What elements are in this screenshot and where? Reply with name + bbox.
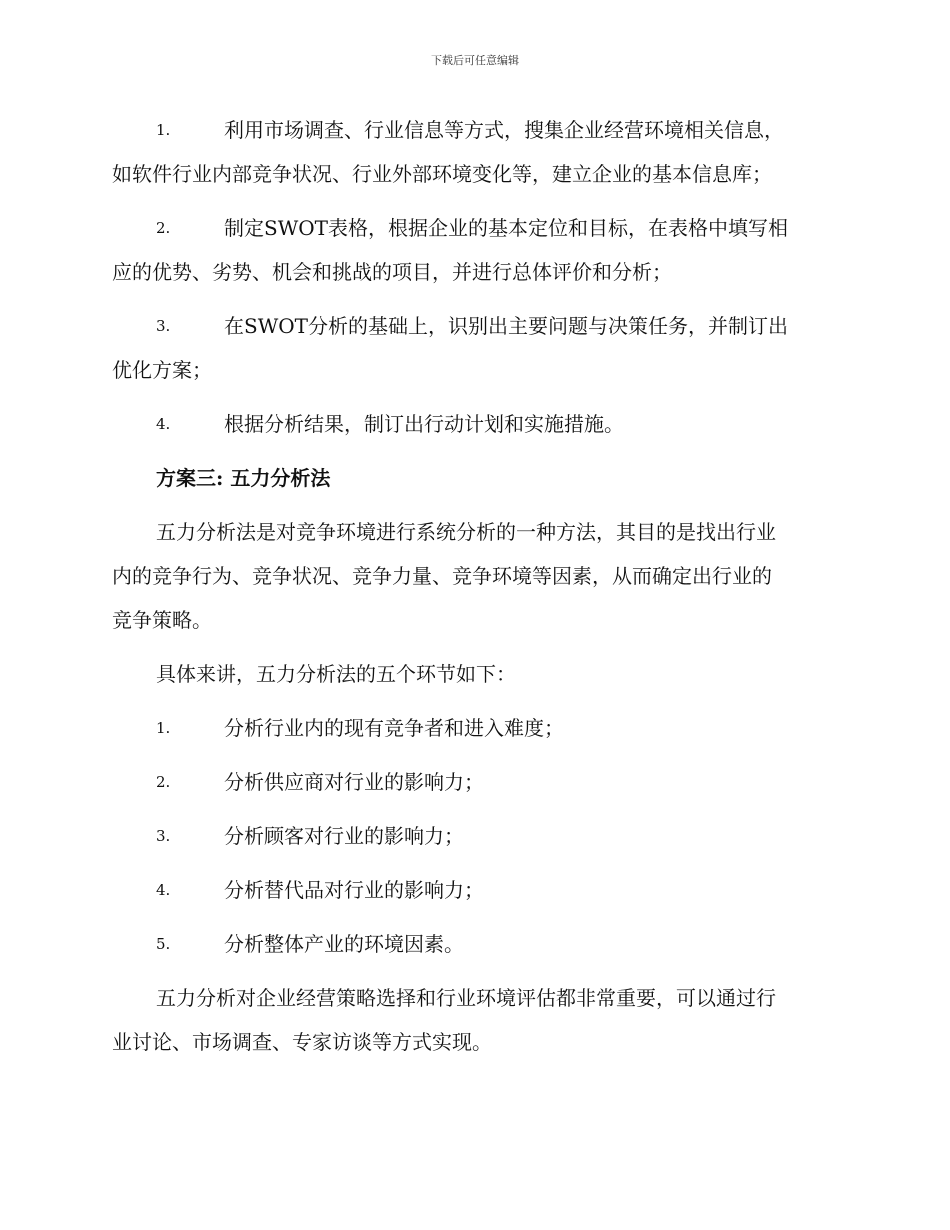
- list-number: 4.: [156, 415, 171, 433]
- list-item: [112, 814, 842, 858]
- list-text-line: 制定SWOT表格，根据企业的基本定位和目标，在表格中填写相: [224, 216, 788, 240]
- list-text-line: 优化方案；: [112, 358, 212, 382]
- document-body: [112, 108, 842, 1074]
- list-number: 3.: [156, 827, 171, 845]
- list-text-line: 分析顾客对行业的影响力；: [224, 824, 464, 848]
- list-text-line: 应的优势、劣势、机会和挑战的项目，并进行总体评价和分析；: [112, 260, 672, 284]
- list-text-line: 根据分析结果，制订出行动计划和实施措施。: [224, 412, 624, 436]
- list-text-line: 分析替代品对行业的影响力；: [224, 878, 484, 902]
- list-text-line: 分析行业内的现有竞争者和进入难度；: [224, 716, 564, 740]
- list-text-line: 利用市场调查、行业信息等方式，搜集企业经营环境相关信息，: [224, 118, 784, 142]
- paragraph-line: 五力分析对企业经营策略选择和行业环境评估都非常重要，可以通过行: [156, 986, 776, 1010]
- section-heading: 方案三: 五力分析法: [156, 466, 331, 490]
- paragraph-line: 具体来讲，五力分析法的五个环节如下：: [156, 662, 516, 686]
- list-text-line: 如软件行业内部竞争状况、行业外部环境变化等，建立企业的基本信息库；: [112, 162, 772, 186]
- list-number: 2.: [156, 219, 171, 237]
- lead-paragraph: [112, 652, 842, 696]
- list-number: 5.: [156, 935, 171, 953]
- list-text-line: 分析供应商对行业的影响力；: [224, 770, 484, 794]
- paragraph-line: 竞争策略。: [112, 608, 212, 632]
- list-number: 1.: [156, 121, 171, 139]
- list-item: [112, 206, 842, 294]
- intro-paragraph: [112, 510, 842, 642]
- list-number: 4.: [156, 881, 171, 899]
- paragraph-line: 内的竞争行为、竞争状况、竞争力量、竞争环境等因素，从而确定出行业的: [112, 564, 772, 588]
- list-item: [112, 922, 842, 966]
- paragraph-line: 五力分析法是对竞争环境进行系统分析的一种方法，其目的是找出行业: [156, 520, 776, 544]
- list-text-line: 分析整体产业的环境因素。: [224, 932, 464, 956]
- list-item: [112, 108, 842, 196]
- list-item: [112, 402, 842, 446]
- list-item: [112, 760, 842, 804]
- list-item: [112, 304, 842, 392]
- page-header: 下载后可任意编辑: [431, 54, 519, 67]
- list-text-line: 在SWOT分析的基础上，识别出主要问题与决策任务，并制订出: [224, 314, 788, 338]
- closing-paragraph: [112, 976, 842, 1064]
- list-number: 3.: [156, 317, 171, 335]
- paragraph-line: 业讨论、市场调查、专家访谈等方式实现。: [112, 1030, 492, 1054]
- list-number: 1.: [156, 719, 171, 737]
- list-item: [112, 706, 842, 750]
- list-item: [112, 868, 842, 912]
- list-number: 2.: [156, 773, 171, 791]
